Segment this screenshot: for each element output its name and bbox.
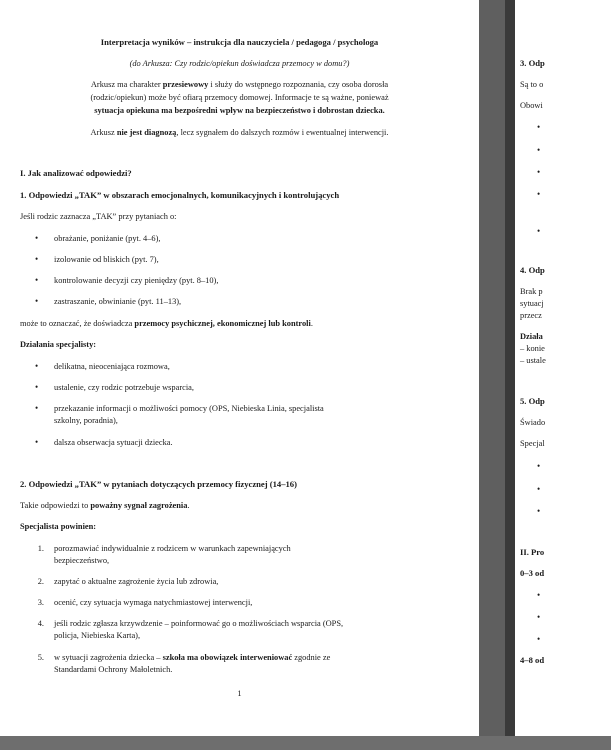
- bullet-icon: •: [537, 612, 541, 622]
- bullet-icon: •: [537, 484, 541, 494]
- list-item: izolowanie od bliskich (pyt. 7),: [54, 255, 159, 264]
- page2-heading-4: 4. Odp: [520, 265, 545, 275]
- subsection-2-lead: Takie odpowiedzi to poważny sygnał zagrożenia.: [20, 501, 190, 510]
- list-item: przekazanie informacji o możliwości pomocy (OPS, Niebieska Linia, specjalista: [54, 404, 324, 413]
- bullet-icon: •: [537, 145, 541, 155]
- list-number: 5.: [37, 653, 44, 662]
- document-page-2: [515, 0, 611, 736]
- page2-heading-3: 3. Odp: [520, 58, 545, 68]
- bullet-icon: •: [35, 403, 39, 413]
- list-item: obrażanie, poniżanie (pyt. 4–6),: [54, 234, 161, 243]
- list-item: dalsza obserwacja sytuacji dziecka.: [54, 438, 173, 447]
- page2-text: 4–8 od: [520, 655, 545, 665]
- list-item: kontrolowanie decyzji czy pieniędzy (pyt. 8–10),: [54, 276, 219, 285]
- bullet-icon: •: [35, 233, 39, 243]
- subsection-1-lead: Jeśli rodzic zaznacza „TAK” przy pytaniach o:: [20, 212, 177, 221]
- bullet-icon: •: [537, 634, 541, 644]
- bullet-icon: •: [35, 275, 39, 285]
- bullet-icon: •: [35, 296, 39, 306]
- subsection-1-conclusion: może to oznaczać, że doświadcza przemocy psychicznej, ekonomicznej lub kontroli.: [20, 319, 313, 328]
- page-number: 1: [237, 689, 242, 698]
- bullet-icon: •: [537, 506, 541, 516]
- list-number: 3.: [37, 598, 44, 607]
- intro-line-2: (rodzic/opiekun) może być ofiarą przemocy domowej. Informacje te są ważne, ponieważ: [90, 93, 389, 102]
- page2-text: sytuacj: [520, 299, 544, 308]
- page2-text: 0–3 od: [520, 568, 545, 578]
- numbered-item-continuation: Standardami Ochrony Małoletnich.: [54, 665, 173, 674]
- page2-text: przecz: [520, 311, 542, 320]
- list-number: 4.: [37, 619, 44, 628]
- page2-text: Świado: [520, 418, 546, 427]
- list-item: zastraszanie, obwinianie (pyt. 11–13),: [54, 297, 182, 306]
- page2-text: Brak p: [520, 287, 543, 296]
- page2-text: Działa: [520, 332, 543, 341]
- page-gutter-shadow: [505, 0, 515, 750]
- list-item-continuation: szkolny, poradnia),: [54, 416, 118, 425]
- page2-text: Obowi: [520, 101, 543, 110]
- numbered-item: ocenić, czy sytuacja wymaga natychmiastowej interwencji,: [54, 598, 253, 607]
- document-title: Interpretacja wyników – instrukcja dla nauczyciela / pedagoga / psychologa: [100, 37, 379, 47]
- bullet-icon: •: [35, 254, 39, 264]
- subsection-2-heading: 2. Odpowiedzi „TAK” w pytaniach dotyczących przemocy fizycznej (14–16): [20, 479, 297, 489]
- bullet-icon: •: [537, 461, 541, 471]
- bullet-icon: •: [35, 437, 39, 447]
- intro-line-1: Arkusz ma charakter przesiewowy i służy do wstępnego rozpoznania, czy osoba dorosła: [90, 80, 389, 89]
- bullet-icon: •: [537, 226, 541, 236]
- list-item: delikatna, nieoceniająca rozmowa,: [54, 362, 170, 371]
- document-subtitle: (do Arkusza: Czy rodzic/opiekun doświadcza przemocy w domu?): [129, 59, 350, 68]
- numbered-item: w sytuacji zagrożenia dziecka – szkoła ma obowiązek interweniować zgodnie ze: [54, 653, 331, 662]
- bullet-icon: •: [537, 122, 541, 132]
- numbered-item-continuation: bezpieczeństwo,: [54, 556, 110, 565]
- list-number: 2.: [37, 577, 44, 586]
- numbered-item-continuation: policja, Niebieska Karta),: [54, 631, 141, 640]
- bullet-icon: •: [35, 361, 39, 371]
- page2-heading-5: 5. Odp: [520, 396, 545, 406]
- page2-text: – konie: [520, 344, 545, 353]
- actions-heading: Działania specjalisty:: [20, 340, 97, 349]
- specialist-heading: Specjalista powinien:: [20, 522, 97, 531]
- page2-text: Specjal: [520, 439, 545, 448]
- list-item: ustalenie, czy rodzic potrzebuje wsparcia,: [54, 383, 194, 392]
- subsection-1-heading: 1. Odpowiedzi „TAK” w obszarach emocjonalnych, komunikacyjnych i kontrolujących: [20, 190, 340, 200]
- viewer-bottom-bar: [0, 736, 611, 750]
- page2-heading-II: II. Pro: [520, 547, 545, 557]
- intro-paragraph-2: Arkusz nie jest diagnozą, lecz sygnałem do dalszych rozmów i ewentualnej interwencji.: [90, 128, 389, 137]
- section-1-heading: I. Jak analizować odpowiedzi?: [20, 168, 132, 178]
- page2-text: Są to o: [520, 80, 544, 89]
- bullet-icon: •: [537, 590, 541, 600]
- numbered-item: porozmawiać indywidualnie z rodzicem w warunkach zapewniających: [54, 544, 291, 553]
- numbered-item: zapytać o aktualne zagrożenie życia lub zdrowia,: [54, 577, 219, 586]
- numbered-item: jeśli rodzic zgłasza krzywdzenie – poinformować go o możliwościach wsparcia (OPS,: [54, 619, 344, 628]
- bullet-icon: •: [537, 189, 541, 199]
- bullet-icon: •: [537, 167, 541, 177]
- list-number: 1.: [37, 544, 44, 553]
- page2-text: – ustale: [520, 356, 546, 365]
- intro-line-3: sytuacja opiekuna ma bezpośredni wpływ na bezpieczeństwo i dobrostan dziecka.: [94, 106, 385, 115]
- bullet-icon: •: [35, 382, 39, 392]
